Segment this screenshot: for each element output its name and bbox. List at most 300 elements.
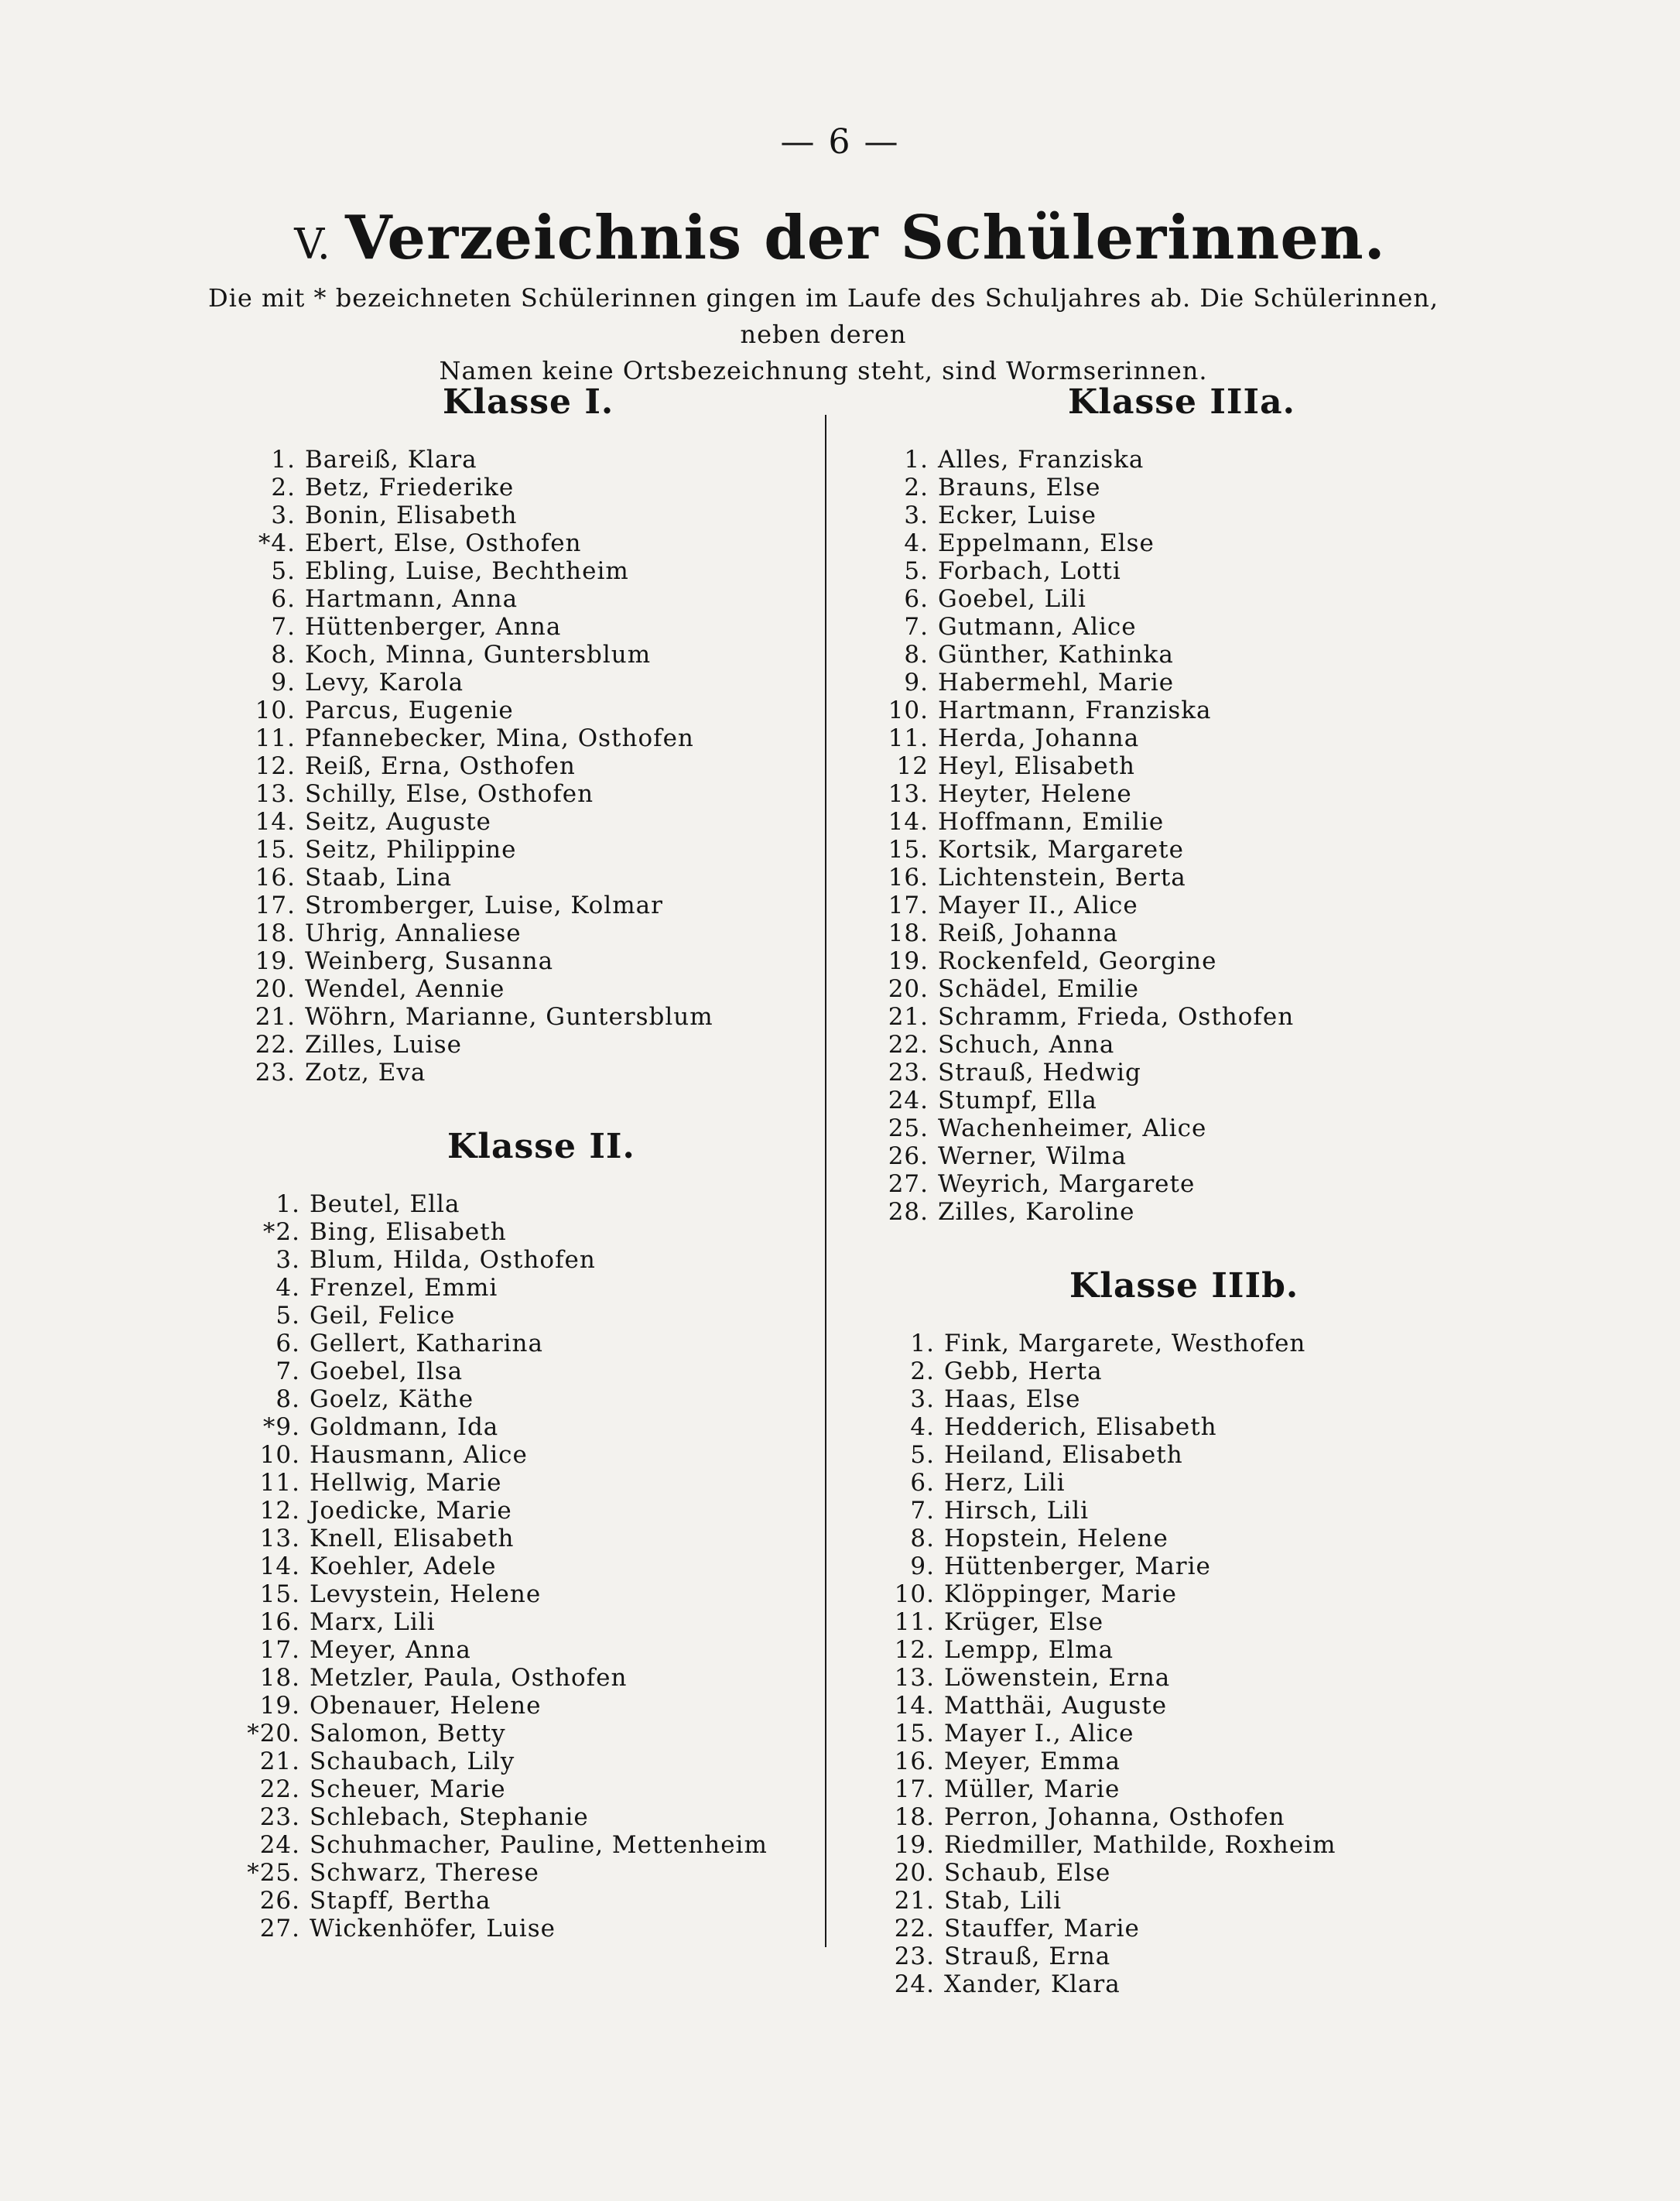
student-entry (853, 446, 1294, 474)
student-name: Günther, Kathinka (938, 641, 1174, 669)
student-entry (853, 1087, 1294, 1114)
student-name: Kortsik, Margarete (938, 836, 1184, 864)
student-number: 1. (910, 1330, 935, 1357)
student-number: 7. (910, 1497, 935, 1525)
student-number: 3. (275, 1246, 300, 1274)
student-name: Goldmann, Ida (310, 1413, 499, 1441)
student-name: Schramm, Frieda, Osthofen (938, 1003, 1295, 1031)
student-entry (220, 474, 713, 501)
student-name: Heiland, Elisabeth (944, 1441, 1183, 1469)
student-entry (853, 1059, 1294, 1087)
student-entry (853, 641, 1294, 669)
student-number: 1. (271, 446, 296, 474)
student-entry (224, 1497, 768, 1525)
student-name: Wendel, Aennie (305, 975, 505, 1003)
title-text: Verzeichnis der Schülerinnen. (345, 203, 1386, 273)
student-number: 23. (255, 1059, 296, 1087)
student-name: Schuhmacher, Pauline, Mettenheim (310, 1831, 768, 1859)
student-number: 23. (894, 1943, 935, 1970)
student-entry (224, 1692, 768, 1720)
student-entry (224, 1302, 768, 1330)
student-name: Hopstein, Helene (944, 1525, 1168, 1552)
student-number: 8. (275, 1385, 300, 1413)
student-name: Gellert, Katharina (310, 1330, 543, 1357)
student-entry (859, 1664, 1336, 1692)
student-name: Stromberger, Luise, Kolmar (305, 892, 663, 919)
student-entry (853, 529, 1294, 557)
student-entry (853, 864, 1294, 892)
student-number: 8. (904, 641, 929, 669)
student-name: Reiß, Erna, Osthofen (305, 752, 576, 780)
student-entry (859, 1803, 1336, 1831)
student-name: Meyer, Emma (944, 1747, 1121, 1775)
student-number: 18. (894, 1803, 935, 1831)
student-name: Schuch, Anna (938, 1031, 1115, 1059)
student-name: Alles, Franziska (938, 446, 1145, 474)
student-name: Hartmann, Anna (305, 585, 518, 613)
student-number: 21. (259, 1747, 300, 1775)
student-entry (853, 1170, 1294, 1198)
student-number: 19. (888, 947, 929, 975)
student-entry (224, 1831, 768, 1859)
student-name: Gebb, Herta (944, 1357, 1103, 1385)
student-name: Strauß, Erna (944, 1943, 1111, 1970)
student-name: Lichtenstein, Berta (938, 864, 1186, 892)
student-number: 10. (255, 697, 296, 724)
student-entry (220, 446, 713, 474)
student-number: 6. (271, 585, 296, 613)
student-entry (859, 1608, 1336, 1636)
student-number: *20. (247, 1720, 300, 1747)
student-name: Stapff, Bertha (310, 1887, 491, 1915)
student-name: Werner, Wilma (938, 1142, 1127, 1170)
student-entry (853, 1114, 1294, 1142)
student-name: Herz, Lili (944, 1469, 1066, 1497)
student-entry (220, 752, 713, 780)
student-name: Wachenheimer, Alice (938, 1114, 1207, 1142)
student-number: 19. (894, 1831, 935, 1859)
student-name: Schlebach, Stephanie (310, 1803, 589, 1831)
student-number: 16. (255, 864, 296, 892)
student-number: 23. (888, 1059, 929, 1087)
student-number: 10. (894, 1580, 935, 1608)
student-name: Blum, Hilda, Osthofen (310, 1246, 596, 1274)
student-name: Goebel, Ilsa (310, 1357, 464, 1385)
student-entry (853, 1031, 1294, 1059)
student-name: Lempp, Elma (944, 1636, 1114, 1664)
student-number: 11. (255, 724, 296, 752)
student-entry (220, 947, 713, 975)
student-number: 13. (894, 1664, 935, 1692)
student-number: 12. (255, 752, 296, 780)
student-number: 2. (271, 474, 296, 501)
student-entry (220, 780, 713, 808)
student-name: Pfannebecker, Mina, Osthofen (305, 724, 694, 752)
student-number: 13. (259, 1525, 300, 1552)
student-entry (853, 557, 1294, 585)
student-name: Zilles, Luise (305, 1031, 462, 1059)
student-entry (853, 585, 1294, 613)
student-name: Schaubach, Lily (310, 1747, 515, 1775)
student-entry (224, 1413, 768, 1441)
student-entry (859, 1497, 1336, 1525)
page-title (0, 203, 1680, 273)
student-entry (224, 1915, 768, 1943)
student-entry (224, 1664, 768, 1692)
student-number: 15. (255, 836, 296, 864)
student-name: Beutel, Ella (310, 1190, 460, 1218)
student-name: Joedicke, Marie (310, 1497, 512, 1525)
student-name: Brauns, Else (938, 474, 1101, 501)
student-name: Zilles, Karoline (938, 1198, 1135, 1226)
class-heading-3a: Klasse IIIa. (1068, 382, 1295, 422)
student-entry (859, 1385, 1336, 1413)
student-entry (220, 641, 713, 669)
student-number: 5. (904, 557, 929, 585)
student-number: 13. (888, 780, 929, 808)
student-name: Uhrig, Annaliese (305, 919, 522, 947)
student-name: Gutmann, Alice (938, 613, 1137, 641)
student-name: Stauffer, Marie (944, 1915, 1140, 1943)
student-name: Heyter, Helene (938, 780, 1132, 808)
student-number: 17. (894, 1775, 935, 1803)
student-name: Müller, Marie (944, 1775, 1121, 1803)
student-number: 6. (904, 585, 929, 613)
student-number: 7. (904, 613, 929, 641)
student-number: 15. (894, 1720, 935, 1747)
page-number: — 6 — (780, 122, 900, 162)
student-number: 7. (271, 613, 296, 641)
student-entry (859, 1330, 1336, 1357)
student-number: 18. (255, 919, 296, 947)
student-entry (853, 1142, 1294, 1170)
student-number: 8. (271, 641, 296, 669)
student-name: Haas, Else (944, 1385, 1081, 1413)
student-number: 20. (894, 1859, 935, 1887)
student-entry (853, 474, 1294, 501)
student-name: Habermehl, Marie (938, 669, 1175, 697)
student-entry (220, 975, 713, 1003)
student-entry (853, 892, 1294, 919)
student-entry (859, 1915, 1336, 1943)
student-name: Weinberg, Susanna (305, 947, 554, 975)
student-number: 26. (888, 1142, 929, 1170)
student-number: 28. (888, 1198, 929, 1226)
student-entry (220, 501, 713, 529)
student-name: Klöppinger, Marie (944, 1580, 1177, 1608)
student-entry (220, 724, 713, 752)
class-heading-3b: Klasse IIIb. (1069, 1266, 1299, 1306)
student-number: 5. (910, 1441, 935, 1469)
student-number: 4. (275, 1274, 300, 1302)
student-name: Seitz, Auguste (305, 808, 491, 836)
student-name: Löwenstein, Erna (944, 1664, 1171, 1692)
student-entry (224, 1552, 768, 1580)
student-name: Parcus, Eugenie (305, 697, 514, 724)
intro-note (173, 280, 1473, 389)
student-entry (859, 1580, 1336, 1608)
student-entry (859, 1775, 1336, 1803)
student-name: Hoffmann, Emilie (938, 808, 1165, 836)
student-entry (853, 697, 1294, 724)
student-name: Stumpf, Ella (938, 1087, 1097, 1114)
student-number: 6. (910, 1469, 935, 1497)
student-number: 23. (259, 1803, 300, 1831)
student-entry (220, 836, 713, 864)
student-name: Wöhrn, Marianne, Guntersblum (305, 1003, 713, 1031)
student-entry (224, 1608, 768, 1636)
student-name: Eppelmann, Else (938, 529, 1155, 557)
student-number: 10. (888, 697, 929, 724)
student-name: Koehler, Adele (310, 1552, 497, 1580)
student-number: 15. (888, 836, 929, 864)
student-entry (853, 752, 1294, 780)
student-number: 3. (910, 1385, 935, 1413)
student-entry (224, 1469, 768, 1497)
student-name: Bonin, Elisabeth (305, 501, 518, 529)
student-entry (220, 697, 713, 724)
student-number: 11. (259, 1469, 300, 1497)
student-entry (859, 1552, 1336, 1580)
student-entry (224, 1580, 768, 1608)
student-name: Mayer I., Alice (944, 1720, 1134, 1747)
student-number: 9. (904, 669, 929, 697)
student-number: 5. (271, 557, 296, 585)
student-name: Ecker, Luise (938, 501, 1097, 529)
student-entry (853, 1198, 1294, 1226)
student-entry (859, 1970, 1336, 1998)
student-number: 20. (255, 975, 296, 1003)
student-number: 12. (894, 1636, 935, 1664)
student-name: Fink, Margarete, Westhofen (944, 1330, 1306, 1357)
student-number: 14. (888, 808, 929, 836)
student-name: Obenauer, Helene (310, 1692, 542, 1720)
student-entry (224, 1636, 768, 1664)
student-entry (859, 1413, 1336, 1441)
student-number: 19. (259, 1692, 300, 1720)
student-name: Frenzel, Emmi (310, 1274, 498, 1302)
student-number: 1. (275, 1190, 300, 1218)
student-entry (224, 1747, 768, 1775)
student-name: Goebel, Lili (938, 585, 1086, 613)
student-entry (859, 1441, 1336, 1469)
student-name: Hüttenberger, Anna (305, 613, 562, 641)
student-number: 12. (259, 1497, 300, 1525)
student-name: Koch, Minna, Guntersblum (305, 641, 652, 669)
student-name: Meyer, Anna (310, 1636, 471, 1664)
student-entry (224, 1385, 768, 1413)
student-number: 22. (255, 1031, 296, 1059)
student-name: Weyrich, Margarete (938, 1170, 1196, 1198)
student-number: 17. (888, 892, 929, 919)
student-name: Zotz, Eva (305, 1059, 426, 1087)
student-name: Hartmann, Franziska (938, 697, 1212, 724)
student-list-class-3b (859, 1330, 1336, 1998)
student-entry (859, 1525, 1336, 1552)
student-number: 4. (910, 1413, 935, 1441)
student-name: Mayer II., Alice (938, 892, 1138, 919)
student-name: Xander, Klara (944, 1970, 1121, 1998)
student-number: 11. (894, 1608, 935, 1636)
student-number: 18. (259, 1664, 300, 1692)
student-entry (224, 1803, 768, 1831)
student-name: Schädel, Emilie (938, 975, 1139, 1003)
student-name: Geil, Felice (310, 1302, 456, 1330)
student-name: Schwarz, Therese (310, 1859, 539, 1887)
student-entry (859, 1720, 1336, 1747)
student-number: 3. (271, 501, 296, 529)
student-number: *4. (258, 529, 296, 557)
student-number: 22. (888, 1031, 929, 1059)
student-entry (224, 1246, 768, 1274)
student-number: 21. (894, 1887, 935, 1915)
student-number: 24. (259, 1831, 300, 1859)
student-number: 14. (894, 1692, 935, 1720)
student-number: 16. (888, 864, 929, 892)
student-name: Levystein, Helene (310, 1580, 542, 1608)
student-entry (220, 1031, 713, 1059)
student-entry (224, 1357, 768, 1385)
student-entry (859, 1747, 1336, 1775)
student-number: 5. (275, 1302, 300, 1330)
note-line: Die mit * bezeichneten Schülerinnen gingen im Laufe des Schuljahres ab. Die Schülerinnen, neben deren (207, 283, 1439, 349)
student-entry (859, 1943, 1336, 1970)
student-name: Krüger, Else (944, 1608, 1104, 1636)
student-entry (224, 1274, 768, 1302)
student-entry (224, 1330, 768, 1357)
student-entry (220, 585, 713, 613)
student-entry (224, 1859, 768, 1887)
student-entry (224, 1218, 768, 1246)
student-entry (853, 1003, 1294, 1031)
student-entry (220, 557, 713, 585)
student-list-class-2 (224, 1190, 768, 1943)
student-number: 24. (888, 1087, 929, 1114)
student-name: Matthäi, Auguste (944, 1692, 1168, 1720)
student-entry (859, 1887, 1336, 1915)
student-number: 21. (888, 1003, 929, 1031)
student-name: Levy, Karola (305, 669, 464, 697)
student-entry (859, 1636, 1336, 1664)
student-entry (220, 919, 713, 947)
student-number: 24. (894, 1970, 935, 1998)
student-name: Stab, Lili (944, 1887, 1062, 1915)
student-name: Seitz, Philippine (305, 836, 517, 864)
student-number: 25. (888, 1114, 929, 1142)
student-name: Hüttenberger, Marie (944, 1552, 1211, 1580)
class-heading-2: Klasse II. (447, 1127, 635, 1166)
student-entry (220, 1059, 713, 1087)
student-entry (853, 947, 1294, 975)
student-entry (220, 892, 713, 919)
student-name: Marx, Lili (310, 1608, 436, 1636)
student-name: Rockenfeld, Georgine (938, 947, 1217, 975)
student-entry (859, 1859, 1336, 1887)
student-name: Hausmann, Alice (310, 1441, 528, 1469)
student-number: 16. (894, 1747, 935, 1775)
student-number: 21. (255, 1003, 296, 1031)
student-entry (853, 780, 1294, 808)
class-heading-1: Klasse I. (443, 382, 614, 422)
student-number: 1. (904, 446, 929, 474)
student-name: Hellwig, Marie (310, 1469, 502, 1497)
student-entry (853, 724, 1294, 752)
student-entry (853, 836, 1294, 864)
student-entry (224, 1720, 768, 1747)
student-name: Forbach, Lotti (938, 557, 1121, 585)
student-name: Bareiß, Klara (305, 446, 477, 474)
student-number: 8. (910, 1525, 935, 1552)
student-number: 7. (275, 1357, 300, 1385)
student-number: 11. (888, 724, 929, 752)
student-number: 6. (275, 1330, 300, 1357)
student-name: Ebling, Luise, Bechtheim (305, 557, 629, 585)
student-entry (859, 1831, 1336, 1859)
student-name: Hedderich, Elisabeth (944, 1413, 1217, 1441)
student-name: Knell, Elisabeth (310, 1525, 515, 1552)
student-list-class-1 (220, 446, 713, 1087)
student-name: Herda, Johanna (938, 724, 1140, 752)
student-name: Staab, Lina (305, 864, 453, 892)
student-entry (220, 669, 713, 697)
student-entry (220, 613, 713, 641)
student-entry (224, 1775, 768, 1803)
student-number: 17. (259, 1636, 300, 1664)
student-entry (853, 501, 1294, 529)
student-list-class-3a (853, 446, 1294, 1226)
student-name: Goelz, Käthe (310, 1385, 474, 1413)
student-entry (224, 1887, 768, 1915)
student-entry (220, 529, 713, 557)
student-number: *2. (262, 1218, 300, 1246)
student-entry (224, 1441, 768, 1469)
student-number: 13. (255, 780, 296, 808)
student-number: 9. (271, 669, 296, 697)
student-number: 18. (888, 919, 929, 947)
student-entry (853, 808, 1294, 836)
student-entry (224, 1190, 768, 1218)
student-entry (220, 808, 713, 836)
student-number: 22. (894, 1915, 935, 1943)
student-number: 15. (259, 1580, 300, 1608)
student-entry (853, 975, 1294, 1003)
section-numeral: V. (294, 220, 330, 269)
student-number: 27. (259, 1915, 300, 1943)
student-entry (853, 919, 1294, 947)
student-number: 10. (259, 1441, 300, 1469)
student-name: Reiß, Johanna (938, 919, 1118, 947)
note-line: Namen keine Ortsbezeichnung steht, sind Wormserinnen. (439, 356, 1208, 385)
student-entry (224, 1525, 768, 1552)
student-name: Heyl, Elisabeth (938, 752, 1135, 780)
student-number: 16. (259, 1608, 300, 1636)
student-entry (220, 1003, 713, 1031)
student-number: 9. (910, 1552, 935, 1580)
student-number: 2. (904, 474, 929, 501)
student-entry (859, 1469, 1336, 1497)
student-name: Salomon, Betty (310, 1720, 506, 1747)
student-name: Riedmiller, Mathilde, Roxheim (944, 1831, 1336, 1859)
student-number: 4. (904, 529, 929, 557)
student-number: 2. (910, 1357, 935, 1385)
student-entry (220, 864, 713, 892)
student-number: 26. (259, 1887, 300, 1915)
student-number: 17. (255, 892, 296, 919)
student-name: Scheuer, Marie (310, 1775, 506, 1803)
student-entry (853, 669, 1294, 697)
student-number: 22. (259, 1775, 300, 1803)
student-number: *9. (262, 1413, 300, 1441)
